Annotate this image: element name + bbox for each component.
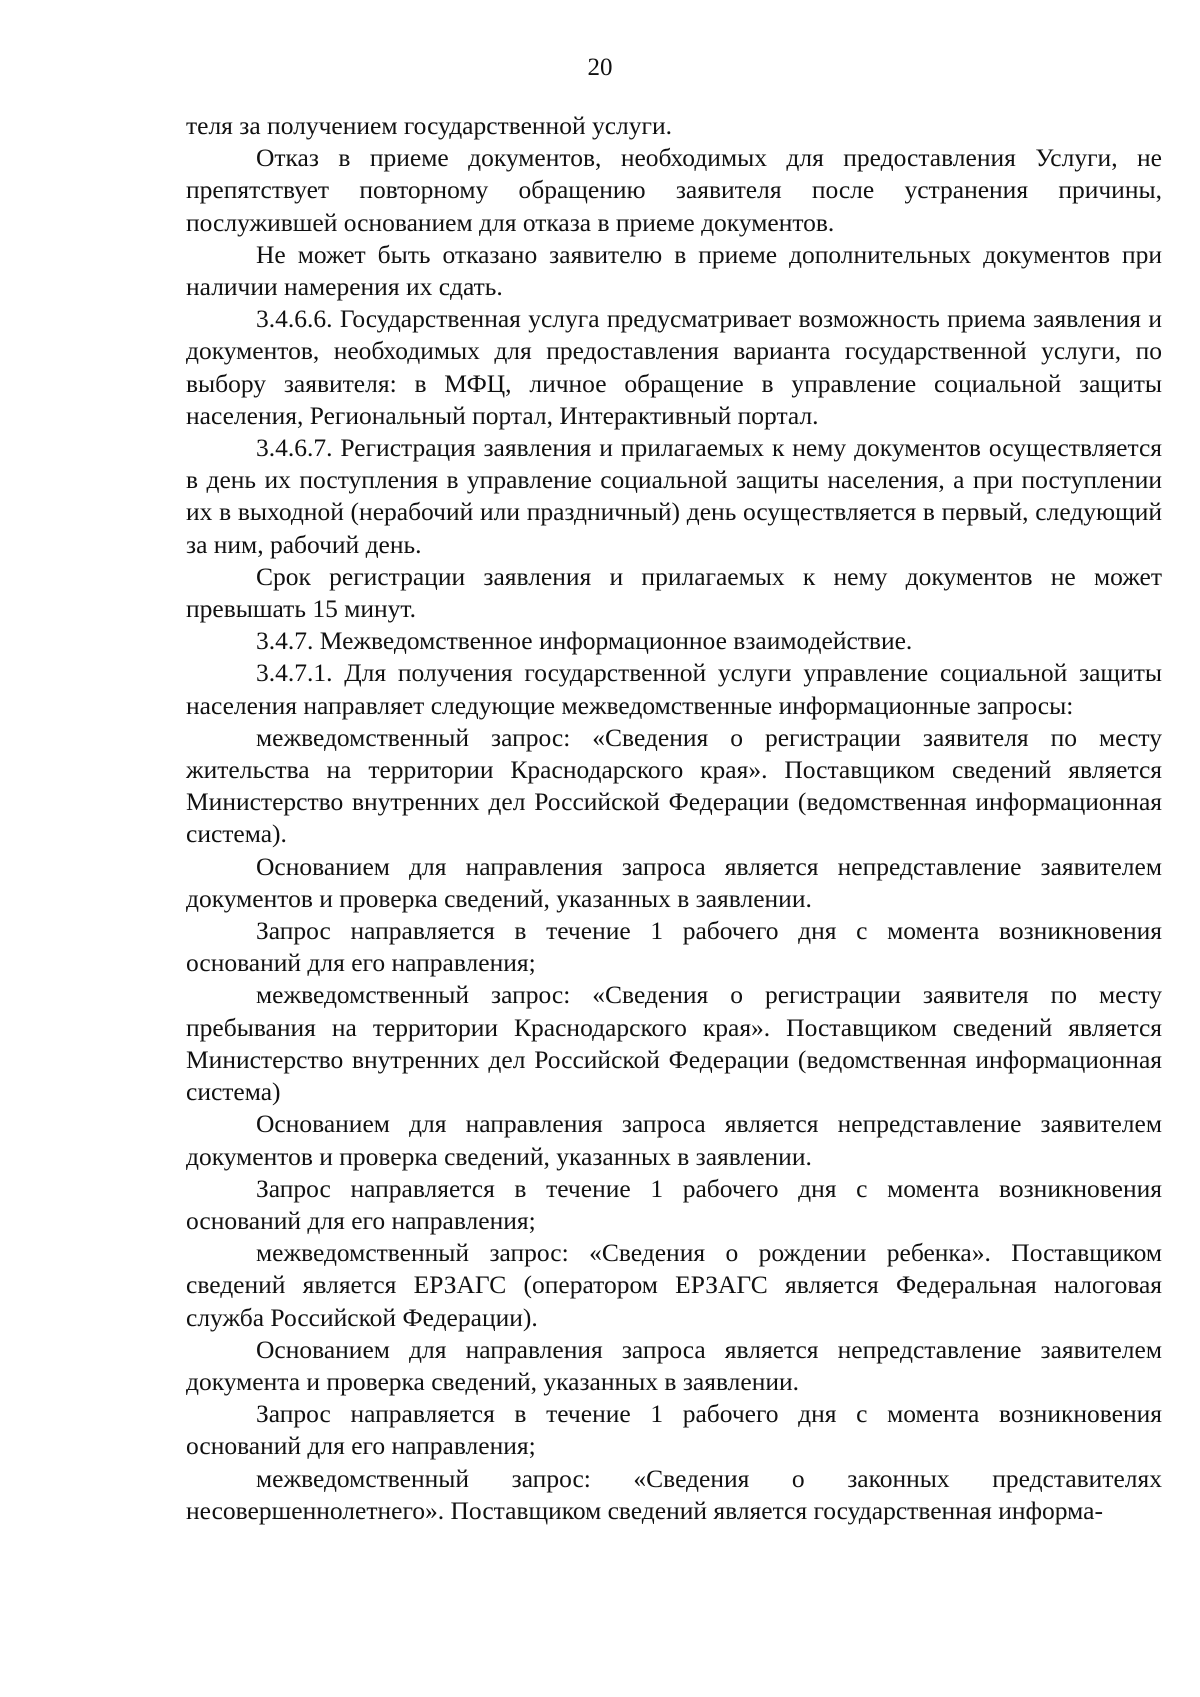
paragraph: межведомственный запрос: «Сведения о законных представителях несовершеннолетнего». Поставщиком сведений является государственная информа-: [186, 1463, 1162, 1525]
paragraph: теля за получением государственной услуги.: [186, 111, 672, 140]
paragraph: Отказ в приеме документов, необходимых для предоставления Услуги, не препятствует повторному обращению заявителя после устранения причины, послужившей основанием для отказа в приеме документов.: [186, 143, 1162, 237]
paragraph: 3.4.6.6. Государственная услуга предусматривает возможность приема заявления и документов, необходимых для предоставления варианта государственной услуги, по выбору заявителя: в МФЦ, личное обращение в управление социальной защиты населения, Региональный портал, Интерактивный портал.: [186, 304, 1162, 430]
paragraph: межведомственный запрос: «Сведения о рождении ребенка». Поставщиком сведений является ЕРЗАГС (оператором ЕРЗАГС является Федеральная налоговая служба Российской Федерации).: [186, 1238, 1162, 1332]
paragraph: межведомственный запрос: «Сведения о регистрации заявителя по месту пребывания на территории Краснодарского края». Поставщиком сведений является Министерство внутренних дел Российской Федерации (ведомственная информационная система): [186, 980, 1162, 1107]
paragraph: Запрос направляется в течение 1 рабочего дня с момента возникновения оснований для его направления;: [186, 1399, 1162, 1461]
paragraph: Основанием для направления запроса является непредставление заявителем документов и проверка сведений, указанных в заявлении.: [186, 1109, 1162, 1171]
paragraph: 3.4.7.1. Для получения государственной услуги управление социальной защиты населения направляет следующие межведомственные информационные запросы:: [186, 658, 1162, 720]
paragraph: 3.4.6.7. Регистрация заявления и прилагаемых к нему документов осуществляется в день их поступления в управление социальной защиты населения, а при поступлении их в выходной (нерабочий или праздничный) день осуществляется в первый, следующий за ним, рабочий день.: [186, 433, 1162, 559]
paragraph: Основанием для направления запроса является непредставление заявителем документа и проверка сведений, указанных в заявлении.: [186, 1334, 1162, 1396]
page-number: 20: [587, 54, 613, 81]
paragraph: Основанием для направления запроса является непредставление заявителем документов и проверка сведений, указанных в заявлении.: [186, 851, 1162, 913]
paragraph: Запрос направляется в течение 1 рабочего дня с момента возникновения оснований для его направления;: [186, 916, 1162, 978]
paragraph: 3.4.7. Межведомственное информационное взаимодействие.: [256, 626, 913, 656]
document-body: [186, 110, 1162, 1527]
paragraph: Срок регистрации заявления и прилагаемых к нему документов не может превышать 15 минут.: [186, 561, 1162, 624]
paragraph: Не может быть отказано заявителю в приеме дополнительных документов при наличии намерения их сдать.: [186, 239, 1162, 302]
paragraph: межведомственный запрос: «Сведения о регистрации заявителя по месту жительства на территории Краснодарского края». Поставщиком сведений является Министерство внутренних дел Российской Федерации (ведомственная информационная система).: [186, 722, 1162, 849]
paragraph: Запрос направляется в течение 1 рабочего дня с момента возникновения оснований для его направления;: [186, 1173, 1162, 1235]
